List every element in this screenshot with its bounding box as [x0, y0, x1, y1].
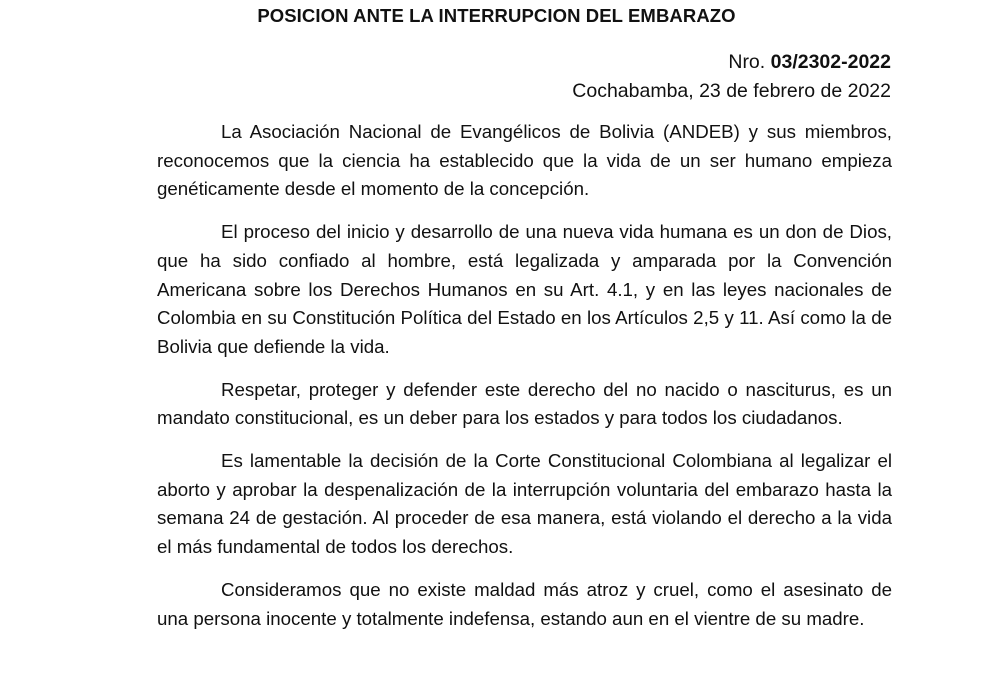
document-number-prefix: Nro. [728, 51, 766, 73]
paragraph-2: El proceso del inicio y desarrollo de una nueva vida humana es un don de Dios, que ha sido confiado al hombre, está legalizada y amparada por la Convención Americana sobre los Derechos Humanos en su Art. 4.1, y en las leyes nacionales de Colombia en su Constitución Política del Estado en los Artículos 2,5 y 11. Así como la de Bolivia que defiende la vida. [157, 221, 892, 357]
document-number: 03/2302-2022 [770, 51, 891, 73]
paragraph-4: Es lamentable la decisión de la Corte Constitucional Colombiana al legalizar el aborto y aprobar la despenalización de la interrupción voluntaria del embarazo hasta la semana 24 de gestación. Al proceder de esa manera, está violando el derecho a la vida el más fundamental de todos los derechos. [157, 450, 892, 558]
document-place-date: Cochabamba, 23 de febrero de 2022 [572, 80, 891, 102]
document-title: POSICION ANTE LA INTERRUPCION DEL EMBARAZO [257, 5, 736, 26]
document-body [157, 118, 892, 633]
paragraph-1: La Asociación Nacional de Evangélicos de Bolivia (ANDEB) y sus miembros, reconocemos que la ciencia ha establecido que la vida de un ser humano empieza genéticamente desde el momento de la concepción. [157, 121, 892, 200]
document-number-line [572, 48, 891, 77]
paragraph-3: Respetar, proteger y defender este derecho del no nacido o nasciturus, es un mandato constitucional, es un deber para los estados y para todos los ciudadanos. [157, 378, 892, 429]
document-meta [572, 48, 891, 106]
paragraph-5: Consideramos que no existe maldad más atroz y cruel, como el asesinato de una persona inocente y totalmente indefensa, estando aun en el vientre de su madre. [157, 578, 892, 629]
